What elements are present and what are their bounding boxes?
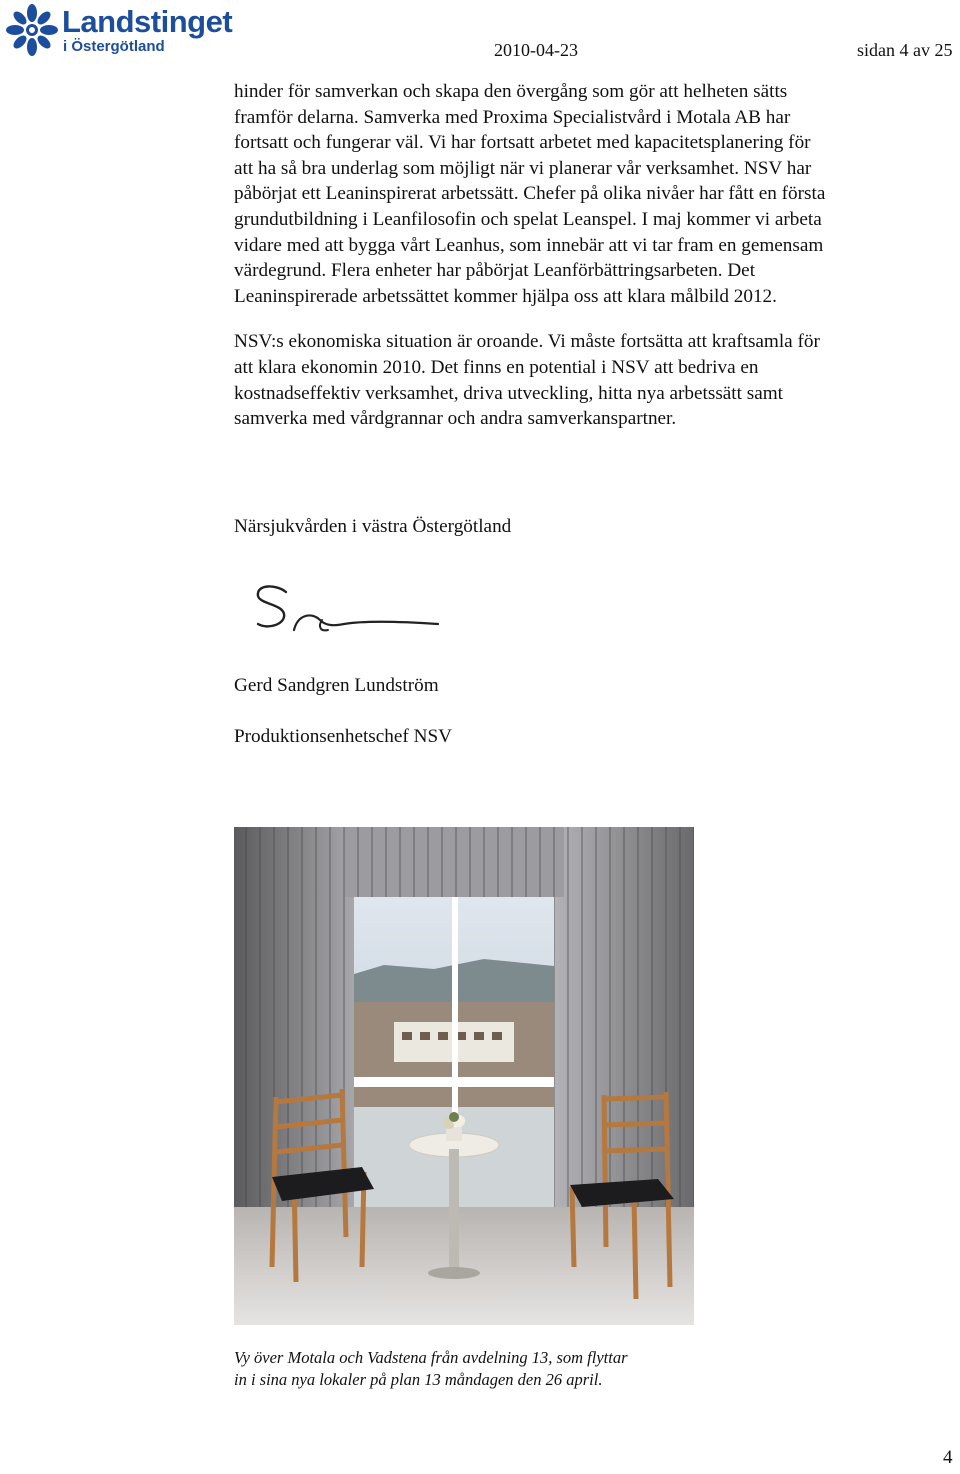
logo-subtitle: i Östergötland: [63, 38, 165, 55]
text-line: Leaninspirerade arbetssättet kommer hjälpa oss att klara målbild 2012.: [234, 285, 777, 307]
text-line: fortsatt och fungerar väl. Vi har fortsatt arbetet med kapacitetsplanering för: [234, 132, 811, 154]
text-line: grundutbildning i Leanfilosofin och spelat Leanspel. I maj kommer vi arbeta: [234, 208, 822, 230]
organisation-name: Närsjukvården i västra Östergötland: [234, 516, 512, 537]
signatory-title: Produktionsenhetschef NSV: [234, 726, 452, 747]
text-line: hinder för samverkan och skapa den övergång som gör att helheten sätts: [234, 81, 788, 102]
caption-line: in i sina nya lokaler på plan 13 måndagen den 26 april.: [234, 1370, 603, 1389]
body-text: [234, 79, 934, 452]
text-line: kostnadseffektiv verksamhet, driva utveckling, hitta nya arbetssätt samt: [234, 382, 784, 404]
caption-line: Vy över Motala och Vadstena från avdelning 13, som flyttar: [234, 1348, 628, 1367]
photo-caption: [234, 1347, 628, 1391]
text-line: att klara ekonomin 2010. Det finns en potential i NSV att bedriva en: [234, 356, 759, 378]
paragraph: [234, 79, 934, 309]
room-photo: [234, 827, 694, 1325]
text-line: samverka med vårdgrannar och andra samverkanspartner.: [234, 408, 677, 430]
text-line: påbörjat ett Leaninspirerat arbetssätt. Chefer på olika nivåer har fått en första: [234, 183, 826, 205]
document-date: 2010-04-23: [494, 40, 578, 60]
text-line: vidare med att bygga vårt Leanhus, som innebär att vi tar fram en gemensam: [234, 234, 824, 256]
flower-emblem-icon: [6, 4, 58, 56]
logo-title: Landstinget: [62, 4, 233, 39]
handwritten-signature: [238, 570, 452, 648]
page-indicator: sidan 4 av 25: [857, 40, 953, 60]
landstinget-logo: [6, 4, 246, 60]
signatory-name: Gerd Sandgren Lundström: [234, 675, 439, 696]
paragraph: [234, 329, 934, 431]
text-line: värdegrund. Flera enheter har påbörjat Leanförbättringsarbeten. Det: [234, 260, 756, 282]
text-line: NSV:s ekonomiska situation är oroande. Vi måste fortsätta att kraftsamla för: [234, 331, 820, 353]
text-line: framför delarna. Samverka med Proxima Specialistvård i Motala AB har: [234, 106, 791, 128]
text-line: att ha så bra underlag som möjligt när vi planerar vår verksamhet. NSV har: [234, 157, 812, 179]
page-number: 4: [943, 1447, 953, 1468]
